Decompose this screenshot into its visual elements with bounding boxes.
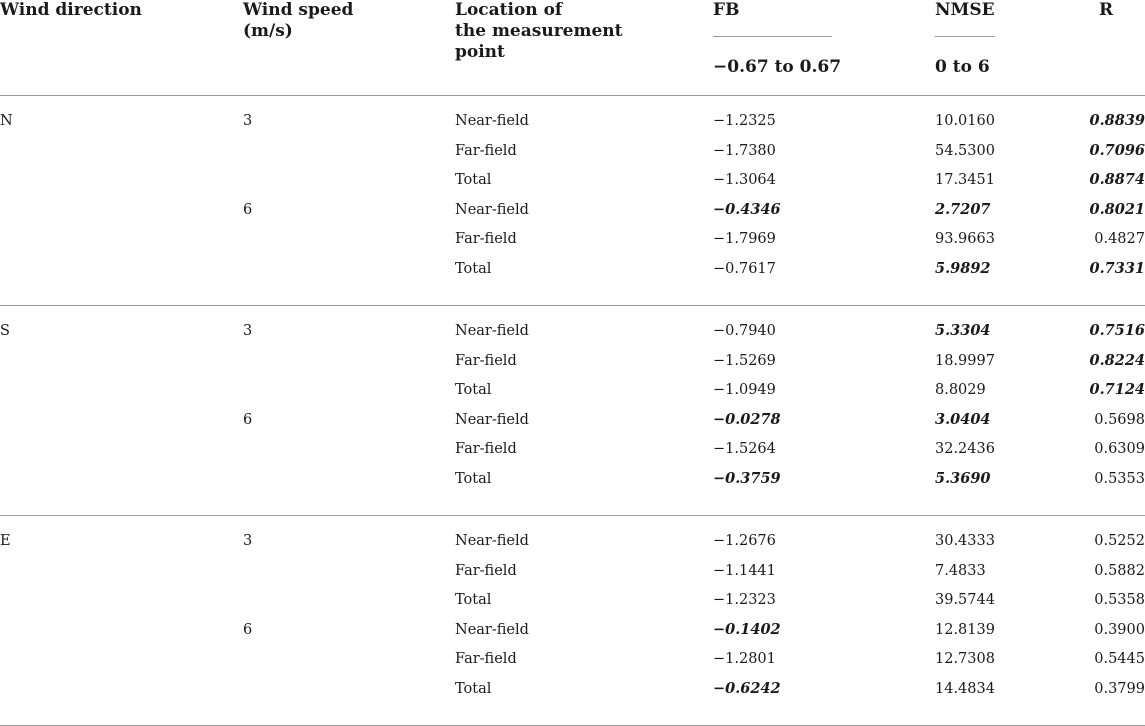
wind-speed-cell: 6	[243, 411, 252, 429]
r-cell: 0.7124	[1090, 381, 1145, 399]
location-cell: Far-field	[455, 142, 517, 160]
nmse-cell: 12.7308	[935, 650, 995, 668]
r-cell: 0.5698	[1094, 411, 1145, 429]
location-cell: Total	[455, 591, 491, 609]
nmse-cell: 12.8139	[935, 621, 995, 639]
r-cell: 0.8839	[1090, 112, 1145, 130]
header-r: R	[1099, 0, 1113, 21]
header-location-line3: point	[455, 42, 623, 63]
fb-cell: −1.5264	[713, 440, 776, 458]
nmse-cell: 5.3690	[935, 470, 991, 488]
fb-cell: −1.3064	[713, 171, 776, 189]
r-cell: 0.7516	[1090, 322, 1145, 340]
header-location-line1: Location of	[455, 0, 623, 21]
wind-direction-cell: S	[0, 322, 10, 340]
r-cell: 0.3900	[1094, 621, 1145, 639]
nmse-cell: 32.2436	[935, 440, 995, 458]
location-cell: Far-field	[455, 352, 517, 370]
nmse-cell: 2.7207	[935, 201, 991, 219]
wind-speed-cell: 6	[243, 621, 252, 639]
fb-cell: −0.7940	[713, 322, 776, 340]
fb-cell: −1.2323	[713, 591, 776, 609]
wind-direction-cell: N	[0, 112, 13, 130]
group-s	[0, 305, 1145, 516]
location-cell: Total	[455, 260, 491, 278]
nmse-cell: 30.4333	[935, 532, 995, 550]
wind-speed-cell: 3	[243, 322, 252, 340]
fb-cell: −0.4346	[713, 201, 781, 219]
r-cell: 0.5358	[1094, 591, 1145, 609]
header-location	[455, 0, 623, 63]
r-cell: 0.4827	[1094, 230, 1145, 248]
location-cell: Far-field	[455, 562, 517, 580]
header-wind-direction: Wind direction	[0, 0, 142, 21]
fb-acceptable-range: −0.67 to 0.67	[713, 57, 841, 78]
location-cell: Near-field	[455, 112, 529, 130]
location-cell: Total	[455, 381, 491, 399]
nmse-cell: 7.4833	[935, 562, 986, 580]
fb-cell: −1.2325	[713, 112, 776, 130]
location-cell: Total	[455, 680, 491, 698]
group-n	[0, 95, 1145, 306]
location-cell: Near-field	[455, 532, 529, 550]
r-cell: 0.7331	[1090, 260, 1145, 278]
nmse-cell: 39.5744	[935, 591, 995, 609]
location-cell: Far-field	[455, 230, 517, 248]
nmse-cell: 14.4834	[935, 680, 995, 698]
nmse-cell: 93.9663	[935, 230, 995, 248]
location-cell: Near-field	[455, 322, 529, 340]
header-fb: FB	[713, 0, 739, 21]
location-cell: Near-field	[455, 411, 529, 429]
table-header	[0, 0, 1145, 96]
wind-speed-cell: 3	[243, 112, 252, 130]
r-cell: 0.5882	[1094, 562, 1145, 580]
nmse-cell: 3.0404	[935, 411, 991, 429]
fb-cell: −1.7380	[713, 142, 776, 160]
fb-cell: −1.1441	[713, 562, 776, 580]
nmse-range-divider	[935, 36, 995, 37]
fb-cell: −0.1402	[713, 621, 781, 639]
r-cell: 0.5445	[1094, 650, 1145, 668]
location-cell: Near-field	[455, 621, 529, 639]
nmse-acceptable-range: 0 to 6	[935, 57, 990, 78]
location-cell: Far-field	[455, 650, 517, 668]
nmse-cell: 5.3304	[935, 322, 991, 340]
nmse-cell: 5.9892	[935, 260, 991, 278]
wind-direction-cell: E	[0, 532, 11, 550]
header-wind-speed-line1: Wind speed	[243, 0, 353, 21]
fb-cell: −1.7969	[713, 230, 776, 248]
fb-cell: −1.0949	[713, 381, 776, 399]
r-cell: 0.3799	[1094, 680, 1145, 698]
nmse-cell: 17.3451	[935, 171, 995, 189]
r-cell: 0.5252	[1094, 532, 1145, 550]
fb-cell: −0.7617	[713, 260, 776, 278]
header-nmse: NMSE	[935, 0, 995, 21]
nmse-cell: 54.5300	[935, 142, 995, 160]
header-wind-speed-line2: (m/s)	[243, 21, 353, 42]
r-cell: 0.8874	[1090, 171, 1145, 189]
location-cell: Near-field	[455, 201, 529, 219]
fb-cell: −0.0278	[713, 411, 781, 429]
fb-cell: −1.2801	[713, 650, 776, 668]
r-cell: 0.6309	[1094, 440, 1145, 458]
nmse-cell: 10.0160	[935, 112, 995, 130]
location-cell: Total	[455, 171, 491, 189]
r-cell: 0.7096	[1090, 142, 1145, 160]
r-cell: 0.5353	[1094, 470, 1145, 488]
group-e	[0, 515, 1145, 726]
wind-speed-cell: 6	[243, 201, 252, 219]
fb-cell: −1.5269	[713, 352, 776, 370]
header-wind-speed	[243, 0, 353, 42]
nmse-cell: 8.8029	[935, 381, 986, 399]
location-cell: Far-field	[455, 440, 517, 458]
fb-cell: −1.2676	[713, 532, 776, 550]
fb-range-divider	[713, 36, 832, 37]
r-cell: 0.8021	[1090, 201, 1145, 219]
nmse-cell: 18.9997	[935, 352, 995, 370]
fb-cell: −0.6242	[713, 680, 781, 698]
r-cell: 0.8224	[1090, 352, 1145, 370]
fb-cell: −0.3759	[713, 470, 781, 488]
header-location-line2: the measurement	[455, 21, 623, 42]
location-cell: Total	[455, 470, 491, 488]
wind-speed-cell: 3	[243, 532, 252, 550]
